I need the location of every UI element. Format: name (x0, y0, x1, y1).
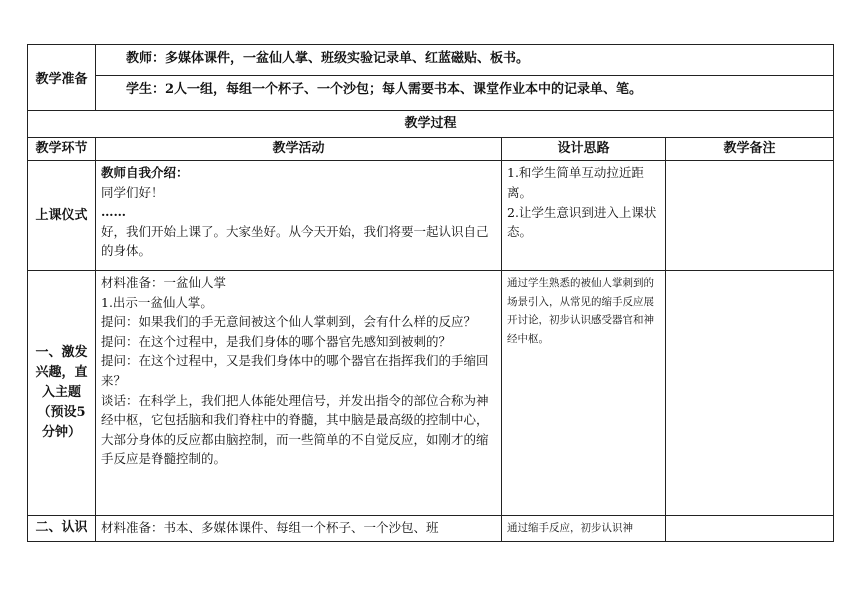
design-cell (502, 271, 666, 516)
activity-cell (96, 161, 502, 271)
process-title: 教学过程 (28, 111, 834, 138)
activity-line: 1.出示一盆仙人掌。 (101, 294, 213, 310)
prep-student-cell (96, 76, 834, 111)
header-design: 设计思路 (502, 138, 666, 161)
stage-cell (28, 271, 96, 516)
stage-cell (28, 161, 96, 271)
activity-line: 提问：如果我们的手无意间被这个仙人掌刺到，会有什么样的反应？ (101, 314, 477, 330)
stage-label: 二、认识 (35, 520, 88, 535)
activity-line: 同学们好！ (101, 184, 164, 200)
prep-teacher: 教师：多媒体课件，一盆仙人掌、班级实验记录单、红蓝磁贴、板书。 (126, 51, 530, 66)
table-row (28, 271, 834, 516)
prep-teacher-cell (96, 45, 834, 76)
header-activity: 教学活动 (96, 138, 502, 161)
prep-row-student (28, 76, 834, 111)
activity-line: 教师自我介绍： (101, 165, 189, 180)
stage-label-line: 入主题 (41, 385, 81, 400)
activity-line: 材料准备：书本、多媒体课件、每组一个杯子、一个沙包、班 (101, 520, 439, 535)
activity-line: 提问：在这个过程中，是我们身体的哪个器官先感知到被刺的？ (101, 333, 452, 349)
stage-label-line: 分钟） (41, 425, 81, 440)
header-row (28, 138, 834, 161)
activity-line: 提问：在这个过程中，又是我们身体中的哪个器官在指挥我们的手缩回来？ (101, 353, 489, 388)
stage-label-line: 一、激发 (35, 345, 88, 360)
stage-label-line: 兴趣，直 (35, 365, 88, 380)
design-line: 2.让学生意识到进入上课状态。 (507, 204, 657, 240)
notes-cell (666, 516, 834, 542)
header-notes: 教学备注 (666, 138, 834, 161)
design-line: 1.和学生简单互动拉近距离。 (507, 165, 644, 200)
prep-label: 教学准备 (28, 45, 96, 111)
activity-line: 谈话：在科学上，我们把人体能处理信号，并发出指令的部位合称为神经中枢，它包括脑和我们脊柱中的脊髓，其中脑是最高级的控制中心，大部分身体的反应都由脑控制，而一些简单的不自觉反应，如刚才的缩手反应是脊髓控制的。 (101, 392, 489, 467)
process-title-row (28, 111, 834, 138)
stage-label: 上课仪式 (35, 207, 88, 223)
activity-cell (96, 516, 502, 542)
stage-label-line: （预设5 (37, 405, 86, 420)
notes-cell (666, 161, 834, 271)
design-cell (502, 516, 666, 542)
activity-line: …… (101, 204, 126, 220)
prep-row-teacher (28, 45, 834, 76)
activity-line: 材料准备：一盆仙人掌 (101, 275, 227, 290)
activity-line: 好，我们开始上课了。大家坐好。从今天开始，我们将要一起认识自己的身体。 (101, 223, 489, 259)
stage-cell (28, 516, 96, 542)
lesson-plan-table (27, 44, 834, 542)
design-line: 通过学生熟悉的被仙人掌刺到的场景引入，从常见的缩手反应展开讨论，初步认识感受器官和神经中枢。 (507, 277, 654, 345)
notes-cell (666, 271, 834, 516)
prep-student: 学生：2人一组，每组一个杯子、一个沙包；每人需要书本、课堂作业本中的记录单、笔。 (126, 82, 643, 97)
activity-cell (96, 271, 502, 516)
header-stage: 教学环节 (28, 138, 96, 161)
design-cell (502, 161, 666, 271)
table-row (28, 516, 834, 542)
design-line: 通过缩手反应，初步认识神 (507, 522, 633, 534)
table-row (28, 161, 834, 271)
